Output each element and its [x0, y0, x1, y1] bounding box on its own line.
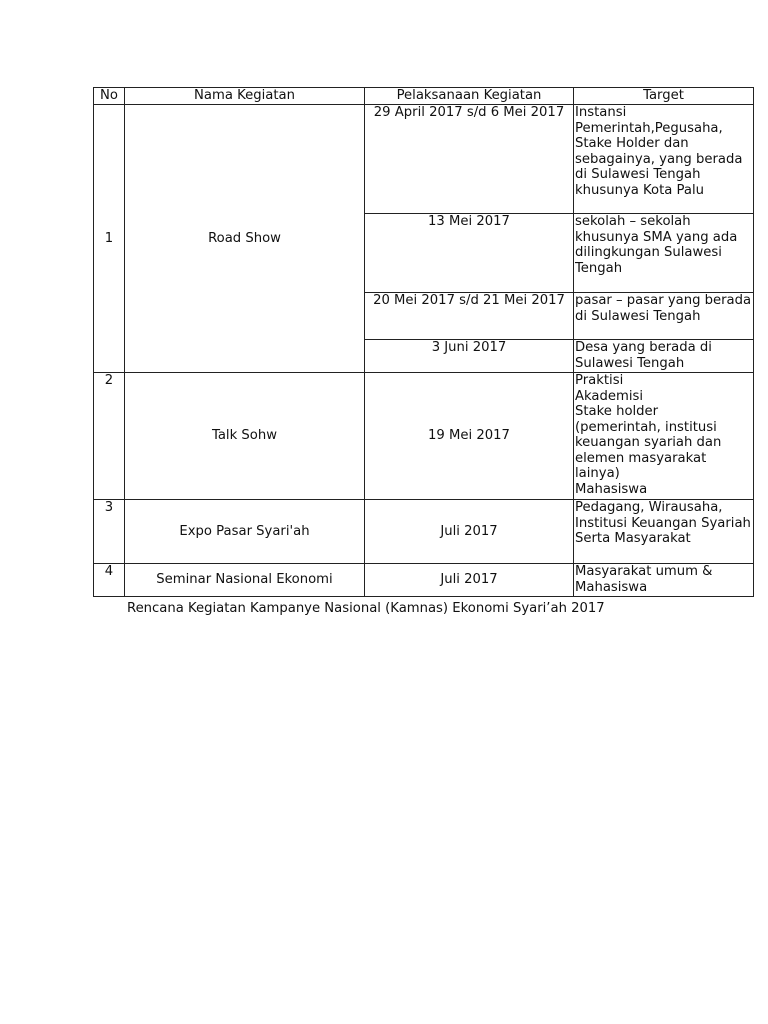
row-1-no: 1 [94, 105, 125, 373]
row-4-target: Masyarakat umum & Mahasiswa [574, 564, 754, 597]
row-4-schedule: Juli 2017 [365, 564, 574, 597]
table-caption: Rencana Kegiatan Kampanye Nasional (Kamnas) Ekonomi Syari’ah 2017 [127, 601, 605, 616]
row-2-no: 2 [94, 373, 125, 500]
row-1-schedule-4: 3 Juni 2017 [365, 340, 574, 373]
row-1-target-1: Instansi Pemerintah,Pegusaha, Stake Holder dan sebagainya, yang berada di Sulawesi Tengah khusunya Kota Palu [574, 105, 754, 214]
header-no: No [94, 88, 125, 105]
row-1-schedule-2: 13 Mei 2017 [365, 214, 574, 293]
row-1-target-2: sekolah – sekolah khusunya SMA yang ada dilingkungan Sulawesi Tengah [574, 214, 754, 293]
table-row [94, 105, 754, 214]
header-activity-name: Nama Kegiatan [125, 88, 365, 105]
row-3-target: Pedagang, Wirausaha, Institusi Keuangan Syariah Serta Masyarakat [574, 500, 754, 564]
header-target: Target [574, 88, 754, 105]
row-2-activity-name: Talk Sohw [125, 373, 365, 500]
table-row [94, 373, 754, 500]
row-1-target-4: Desa yang berada di Sulawesi Tengah [574, 340, 754, 373]
row-3-no: 3 [94, 500, 125, 564]
table-row [94, 500, 754, 564]
table-header-row [94, 88, 754, 105]
row-1-schedule-3: 20 Mei 2017 s/d 21 Mei 2017 [365, 293, 574, 340]
table-row [94, 564, 754, 597]
row-2-schedule: 19 Mei 2017 [365, 373, 574, 500]
row-2-target: Praktisi Akademisi Stake holder (pemerintah, institusi keuangan syariah dan elemen masyarakat lainya) Mahasiswa [574, 373, 754, 500]
activity-table [93, 87, 754, 597]
row-1-activity-name: Road Show [125, 105, 365, 373]
row-1-target-3: pasar – pasar yang berada di Sulawesi Tengah [574, 293, 754, 340]
row-1-schedule-1: 29 April 2017 s/d 6 Mei 2017 [365, 105, 574, 214]
header-schedule: Pelaksanaan Kegiatan [365, 88, 574, 105]
row-3-activity-name: Expo Pasar Syari'ah [125, 500, 365, 564]
row-4-activity-name: Seminar Nasional Ekonomi [125, 564, 365, 597]
row-3-schedule: Juli 2017 [365, 500, 574, 564]
row-4-no: 4 [94, 564, 125, 597]
